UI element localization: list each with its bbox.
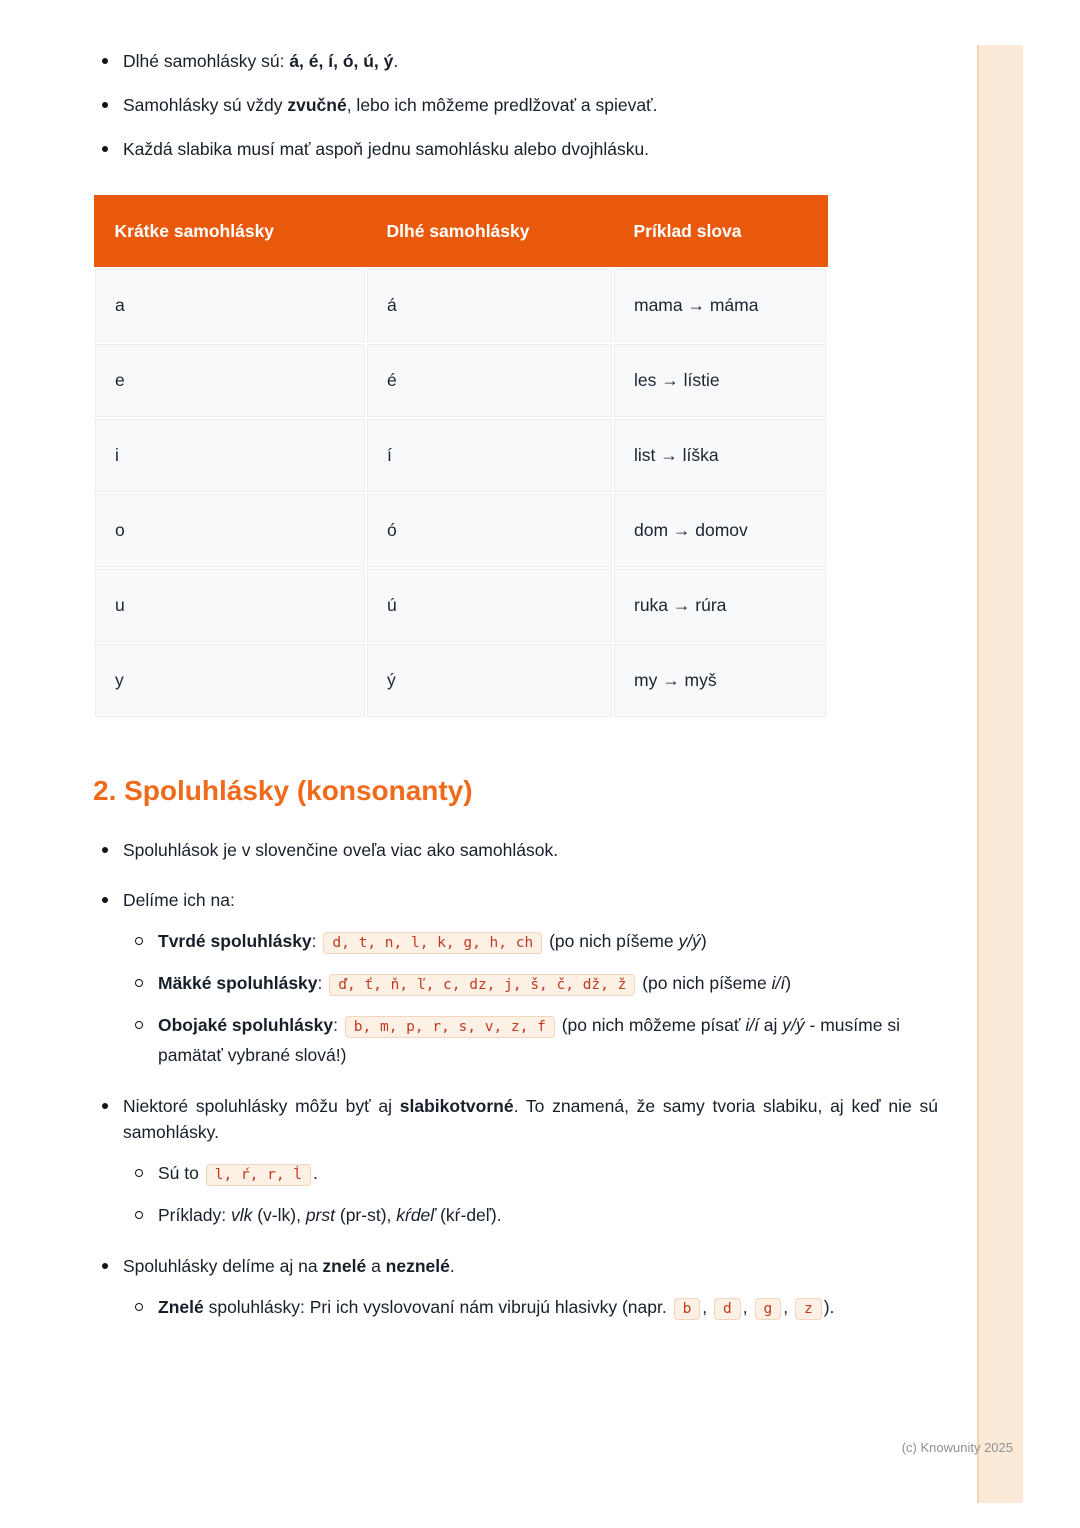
table-header-cell: Príklad slova <box>613 196 827 269</box>
text-segment: á, é, í, ó, ú, ý <box>289 51 394 71</box>
text-segment: (pr-st), <box>335 1205 397 1225</box>
vowel-table-body <box>94 268 827 718</box>
table-row <box>94 568 827 643</box>
sub-bullet-item <box>135 1011 938 1069</box>
text-segment: Znelé <box>158 1297 204 1317</box>
text-segment: , <box>702 1297 713 1317</box>
text-segment: ) <box>785 973 792 993</box>
table-cell: e <box>94 343 366 418</box>
bullet-item <box>93 48 938 74</box>
table-cell: list → líška <box>613 418 827 493</box>
inline-code-chip: b <box>674 1298 701 1320</box>
text-segment: , <box>742 1297 753 1317</box>
sub-bullet-list <box>135 927 938 1069</box>
table-cell: my → myš <box>613 643 827 718</box>
table-cell: mama → máma <box>613 268 827 343</box>
text-segment: Niektoré spoluhlásky môžu byť aj <box>123 1096 400 1116</box>
inline-code-chip: ď, ť, ň, ľ, c, dz, j, š, č, dž, ž <box>329 974 635 996</box>
table-header-cell: Dlhé samohlásky <box>366 196 613 269</box>
document-content <box>93 48 938 1347</box>
text-segment: - musíme si pamätať vybrané slová!) <box>158 1015 900 1065</box>
table-cell: o <box>94 493 366 568</box>
text-segment: (po nich môžeme písať <box>556 1015 746 1035</box>
sub-bullet-item <box>135 1159 938 1189</box>
table-cell: ó <box>366 493 613 568</box>
table-cell: í <box>366 418 613 493</box>
text-segment: neznelé <box>385 1256 450 1276</box>
text-segment: spoluhlásky: Pri ich vyslovovaní nám vibrujú hlasivky (napr. <box>203 1297 672 1317</box>
table-cell: u <box>94 568 366 643</box>
text-segment: Mäkké spoluhlásky <box>158 973 318 993</box>
table-cell: les → lístie <box>613 343 827 418</box>
text-segment: , <box>783 1297 793 1317</box>
text-segment: Tvrdé spoluhlásky <box>158 931 312 951</box>
text-segment: . <box>393 51 399 71</box>
text-segment: zvučné <box>287 95 347 115</box>
text-segment: vlk <box>230 1205 253 1225</box>
table-cell: y <box>94 643 366 718</box>
text-segment: i/í <box>771 973 786 993</box>
vowel-table-header <box>94 196 827 269</box>
table-row <box>94 343 827 418</box>
table-row <box>94 493 827 568</box>
text-segment: Samohlásky sú vždy <box>123 95 288 115</box>
text-segment: Obojaké spoluhlásky <box>158 1015 334 1035</box>
bullet-item <box>93 92 938 118</box>
text-segment: Spoluhlások je v slovenčine oveľa viac ako samohlások. <box>123 840 559 860</box>
text-segment: prst <box>305 1205 335 1225</box>
text-segment: znelé <box>322 1256 367 1276</box>
table-row <box>94 418 827 493</box>
inline-code-chip: g <box>755 1298 782 1320</box>
footer-copyright: (c) Knowunity 2025 <box>901 1440 1013 1455</box>
sub-bullet-item <box>135 1201 938 1229</box>
sub-bullet-item <box>135 1293 938 1323</box>
text-segment: Každá slabika musí mať aspoň jednu samohlásku alebo dvojhlásku. <box>123 139 650 159</box>
text-segment: y/ý <box>782 1015 805 1035</box>
text-segment: : <box>317 973 328 993</box>
bullet-item <box>93 1253 938 1323</box>
bullet-item <box>93 837 938 863</box>
inline-code-chip: b, m, p, r, s, v, z, f <box>345 1016 555 1038</box>
text-segment: . <box>313 1163 318 1183</box>
bullet-item <box>93 1093 938 1229</box>
table-row <box>94 643 827 718</box>
text-segment: (po nich píšeme <box>637 973 772 993</box>
text-segment: Príklady: <box>158 1205 231 1225</box>
text-segment: Delíme ich na: <box>123 890 235 910</box>
text-segment: Spoluhlásky delíme aj na <box>123 1256 323 1276</box>
intro-bullet-list <box>93 48 938 162</box>
text-segment: kŕdeľ <box>396 1205 436 1225</box>
text-segment: ). <box>823 1297 835 1317</box>
text-segment: i/í <box>745 1015 759 1035</box>
table-header-row <box>94 196 827 269</box>
sub-bullet-list <box>135 1293 938 1323</box>
inline-code-chip: d, t, n, l, k, g, h, ch <box>323 932 542 954</box>
text-segment: (po nich píšeme <box>544 931 679 951</box>
table-cell: ruka → rúra <box>613 568 827 643</box>
sub-bullet-list <box>135 1159 938 1229</box>
table-cell: ú <box>366 568 613 643</box>
table-cell: dom → domov <box>613 493 827 568</box>
consonant-bullet-list <box>93 837 938 1323</box>
table-cell: ý <box>366 643 613 718</box>
text-segment: y/ý <box>678 931 701 951</box>
inline-code-chip: d <box>714 1298 741 1320</box>
sub-bullet-item <box>135 927 938 957</box>
text-segment: Sú to <box>158 1163 204 1183</box>
table-cell: i <box>94 418 366 493</box>
text-segment: aj <box>758 1015 783 1035</box>
text-segment: , lebo ich môžeme predlžovať a spievať. <box>346 95 658 115</box>
highlight-stripe <box>977 45 1023 1503</box>
table-cell: á <box>366 268 613 343</box>
text-segment: : <box>333 1015 343 1035</box>
table-cell: a <box>94 268 366 343</box>
text-segment: (kŕ-deľ). <box>435 1205 502 1225</box>
vowel-table <box>93 195 828 719</box>
text-segment: a <box>366 1256 386 1276</box>
bullet-item <box>93 887 938 1069</box>
text-segment: . <box>449 1256 455 1276</box>
inline-code-chip: z <box>795 1298 822 1320</box>
text-segment: : <box>311 931 322 951</box>
table-cell: é <box>366 343 613 418</box>
section-title: 2. Spoluhlásky (konsonanty) <box>93 775 473 806</box>
text-segment: ) <box>700 931 707 951</box>
text-segment: . To znamená, že samy tvoria slabiku, aj keď nie sú samohlásky. <box>123 1096 939 1142</box>
table-row <box>94 268 827 343</box>
text-segment: (v-lk), <box>252 1205 306 1225</box>
inline-code-chip: l, ŕ, r, ĺ <box>206 1164 311 1186</box>
sub-bullet-item <box>135 969 938 999</box>
table-header-cell: Krátke samohlásky <box>94 196 366 269</box>
bullet-item <box>93 136 938 162</box>
text-segment: slabikotvorné <box>399 1096 514 1116</box>
text-segment: Dlhé samohlásky sú: <box>123 51 290 71</box>
